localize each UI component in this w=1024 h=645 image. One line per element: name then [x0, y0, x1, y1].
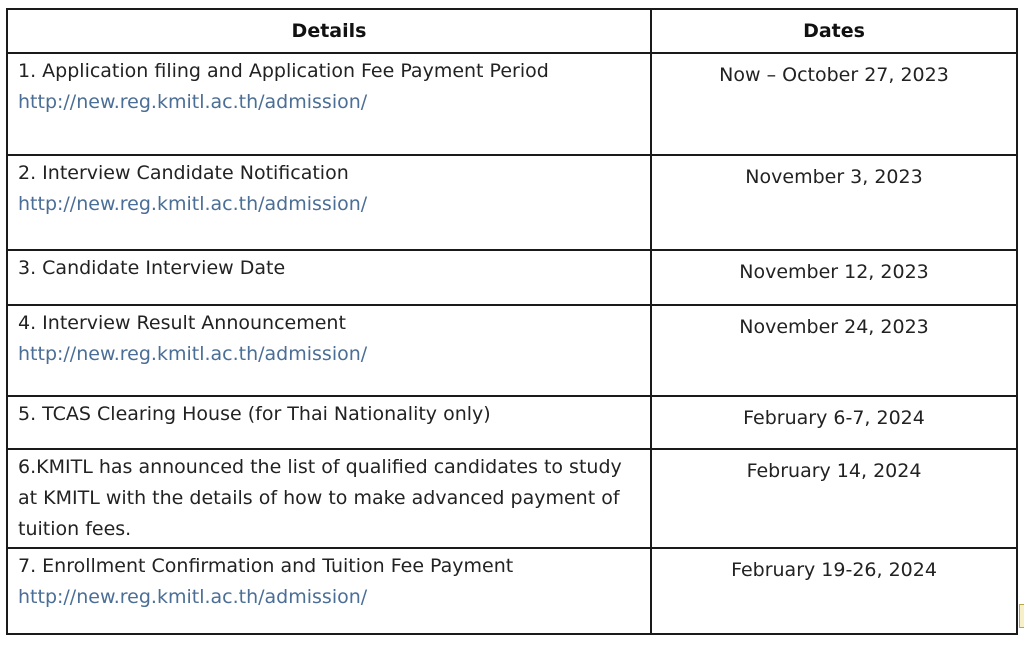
detail-text: 3. Candidate Interview Date	[18, 257, 286, 279]
table-row	[7, 250, 1017, 305]
detail-text: 7. Enrollment Confirmation and Tuition Fee Payment	[18, 555, 514, 577]
date-cell: November 3, 2023	[651, 155, 1017, 250]
detail-text: 6.KMITL has announced the list of qualified candidates to study at KMITL with the details of how to make advanced payment of tuition fees.	[18, 456, 622, 540]
details-column-header: Details	[7, 9, 651, 53]
table-header-row	[7, 9, 1017, 53]
detail-text: 1. Application filing and Application Fee Payment Period	[18, 60, 549, 82]
table-row	[7, 305, 1017, 396]
date-cell: February 6-7, 2024	[651, 396, 1017, 449]
details-cell	[7, 548, 651, 634]
admission-schedule-table	[6, 8, 1018, 635]
detail-text: 5. TCAS Clearing House (for Thai Nationality only)	[18, 403, 491, 425]
table-row	[7, 396, 1017, 449]
admission-link[interactable]: http://new.reg.kmitl.ac.th/admission/	[18, 586, 368, 608]
admission-link[interactable]: http://new.reg.kmitl.ac.th/admission/	[18, 343, 368, 365]
date-cell: February 19-26, 2024	[651, 548, 1017, 634]
table-row	[7, 155, 1017, 250]
table-row	[7, 548, 1017, 634]
table-row	[7, 53, 1017, 155]
table-row	[7, 449, 1017, 548]
date-cell: November 24, 2023	[651, 305, 1017, 396]
detail-text: 2. Interview Candidate Notification	[18, 162, 349, 184]
details-cell	[7, 155, 651, 250]
date-cell: November 12, 2023	[651, 250, 1017, 305]
details-cell	[7, 53, 651, 155]
dates-column-header: Dates	[651, 9, 1017, 53]
admission-link[interactable]: http://new.reg.kmitl.ac.th/admission/	[18, 91, 368, 113]
details-cell	[7, 305, 651, 396]
details-cell	[7, 250, 651, 305]
date-cell: February 14, 2024	[651, 449, 1017, 548]
admission-link[interactable]: http://new.reg.kmitl.ac.th/admission/	[18, 193, 368, 215]
date-cell: Now – October 27, 2023	[651, 53, 1017, 155]
details-cell	[7, 396, 651, 449]
detail-text: 4. Interview Result Announcement	[18, 312, 346, 334]
details-cell	[7, 449, 651, 548]
edge-marker	[1019, 604, 1024, 628]
